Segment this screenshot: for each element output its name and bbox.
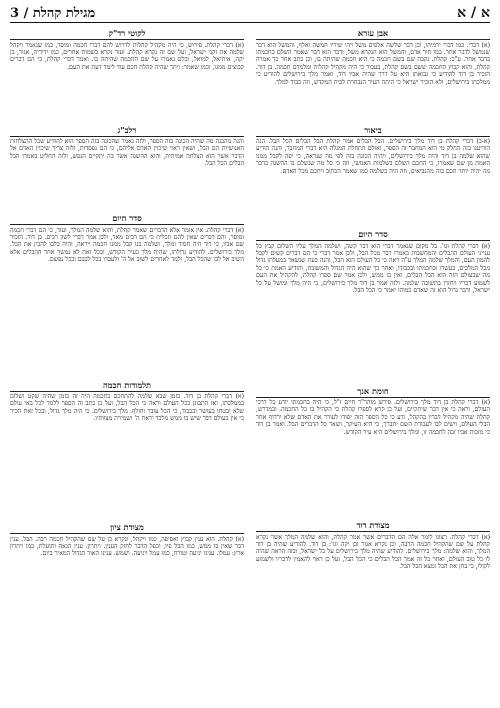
section-title: לקוטי רד"ק bbox=[10, 28, 244, 40]
section-text: (א) דברי קהלת. רצונו לומר אלה הם הדברים אשר אמר קהלת, והוא שלמה המלך אשר נקרא קהלת על שם שהקהיל חכמה הרבה, וכן נקרא אגור ובן יקה וגו': בן דוד. להודיע שהיה בן דוד המלך, והוא שלמה: מלך בירושלים. להודיע שהיה מלך בירושלים על כל ישראל, ובזה הראה שהיה לו כל טוב העולם, ואחר כל זה אמר הבל הבלים כי הכל הבל, ועל כן ראוי להאמין לדבריו ולשמוע לקולו, כי בחן את הכל ומצא הכל הבל. bbox=[256, 533, 490, 571]
page-header bbox=[10, 4, 490, 23]
commentary-likutei-radak bbox=[10, 28, 244, 122]
section-text: (א) דברי קהלת בן דוד מלך בירושלים. פירש מוהר"ר חיים ז"ל, כי היה בחכמתו יודע כל דרכי העולם, וראה כי אין דבר שיתקיים, ועל כן קרא לספרו קהלת כי הקהיל בו כל החכמה. ובמדרש, קהלת שהיה מקהיל דבריו בהקהל, ודע כי כל הספר הזה יסודו לעורר את האדם שלא ירדוף אחר הבלי העולם, וישים לבו לעבודת השם יתברך, כי היא העיקר, ושאר כל הדברים הבל. ואמר בן דוד כי מזכות אביו זכה לחכמה זו, ומלך בירושלים היא עיר הקודש. bbox=[256, 399, 490, 436]
section-title: מצודת ציון bbox=[10, 522, 244, 534]
left-commentary-column bbox=[10, 28, 244, 689]
section-text: (א) דברי קהלת. פירוש, כי היה מקהיל קהלות לדרוש להם דברי חכמה ומוסר, כמו שנאמר ויקהל שלמה את זקני ישראל, ועל שם זה נקרא קהלת. ועוד נקרא בשמות אחרים, כמו ידידיה, אגור, בן יקה, איתיאל, למואל, וכלם נאמרו על שם החכמה שהיתה בו. ואמר דברי קהלת, כי הם דברים קבוצים ממנו, וכמו שאמר: ויתר שהיה קהלת חכם עוד לימד דעת את העם. bbox=[10, 41, 244, 71]
header-chapter-letters: א / א bbox=[457, 4, 490, 21]
section-title: תלמודות חכמה bbox=[10, 380, 244, 392]
commentary-chomat-anach bbox=[256, 386, 490, 518]
section-text: (א-ב) דברי קהלת בן דוד מלך בירושלים. הבל הבלים אמר קהלת הבל הבלים הכל הבל. הנה הודיענו בזה החלק מי הוא המחבר זה הספר, ואולם התחלת המגלה היא דברי המחבר, והנה הודיע שהוא שלמה בן דוד והיה מלך בירושלים, ויהיה הכונה בזה לפי מה שנראה, כי יפה לקבל ממנו האמת מן שם שאמרו, כי החכם השלם בשלמות האנושי, וזה כי כל מה שנשלם בו ההשגה בדבר מה יהיה יותר חכם בזה מהנביאים, וזה היה בשלמה כמו שאמר הכתוב ויחכם מכל האדם. bbox=[256, 138, 490, 175]
section-title: אבן עזרא bbox=[256, 28, 490, 40]
commentary-metzudat-tzion bbox=[10, 522, 244, 686]
commentary-ibn-ezra bbox=[256, 28, 490, 122]
section-text: (א) דברי קהלת וגו'. כל מקום שנאמר דברי הוא דבר קשה, ושלמה המלך עליו השלום קבץ כל ענייני העולם ההבלים והמחשבות כאמרו דבר מכל הבל, ולכן אמר דברי כי הם דברים קשים לקבל להמון העם, והמלך שלמה המלך ע"ה ראה כי כל העולם הוא הבל, והנה בעת שנשאר במעלתו גדול מכל המלכים, בעשרו ובחכמתו ובכבודו, ואחר כך שהוא היה הגדול והמשובח, והודיע האמת כי כל מה שבעולם הזה הוא הבל הבלים, ואין בו ממש, ולכן אמר שם ספרו קהלת, להקהיל את העם לשמוע דבריו ויחזרו בתשובה שלמה. ולזה אמר בן דוד מלך בירושלים, כי היה מלך ומושל על כל ישראל, ודבר גדול הוא זה שאדם כמוהו יאמר כי הכל הבל. bbox=[256, 242, 490, 294]
commentary-ralbag bbox=[10, 125, 244, 211]
section-title: מצודת דוד bbox=[256, 520, 490, 532]
section-text: (א) דברי קהלת בן דוד. בזמן שבא שלמה להתחכם בחכמה היה זה בזמן שהיה שקט ושלום בממלכתו, ואז התבונן בכל העולם וראה כי הכל הבל, ועל כן כתב זה הספר ללמד לכל באי עולם שלא יבטחו בעושר ובכבוד, כי הכל עובר וחולף. מלך בירושלים. כי היה מלך גדול, ובכל זאת הכיר כי אין בעולם דבר שיש בו ממש מלבד יראת ה' ושמירת מצוותיו. bbox=[10, 393, 244, 423]
section-text: והנה מהבנה מה שהיה הכונה בזה הספר, ולזה נאמר שהכונה בזה הספר הוא להודיע שכל ההצלחות האנושיות הם הבל, ושאין ראוי שיכוין האדם אליהם, כי הם נפסדות, ולזה צריך שיכוין האדם אל הדבר אשר הוא הצלחה אמיתית, והוא ההשגה אשר בה יתקיים הנפש, ולזה החליט באמרו הבל הבלים הכל הבל. bbox=[10, 138, 244, 168]
section-text: (א) דברי קהלת. אין אומר אלא הדברים שאמר קהלת, והוא שלמה המלך, ועוד, כי הם דברי חכמה ומוסר, והם דברים שאין להם תכלית כי הם רבים מאד, ולכן אמר דברי לשון רבים. בן דוד. הזכיר שם אביו, כי דוד היה חסיד ומלך, ושלמה בנו קבל ממנו חכמה ויראה, והיה בלבו להבין את הכל. מלך בירושלים. להודיע גדולתו, שהיה מלך בעיר הקודש, ובכל זאת לא נמשך אחר ההבלים אלא השיב אל לבו שהכל הבל, ולמד לאחרים לשוב אל ה' ולעבדו בכל לבבם ובכל נפשם. bbox=[10, 226, 244, 264]
commentary-metzudat-david bbox=[256, 520, 490, 694]
commentary-talmudot-chochma bbox=[10, 380, 244, 520]
right-commentary-column bbox=[256, 28, 490, 697]
section-title: חומת אנך bbox=[256, 386, 490, 398]
section-title: ביאור bbox=[256, 125, 490, 137]
header-book-title: מגילת קהלת / 3 bbox=[10, 6, 96, 21]
section-title: סדר היום bbox=[256, 229, 490, 241]
section-text: (א) דברי. כמו דברי ירמיהו, וכן דבר שלשה אלפים משל ויהי שיריו חמשה ואלף, והמשל הוא דבר שנמשל לדבר אחר. כמו חור אדם, והמשל הוא הנקרא משל, ודבר הוא דבר שאמר השלם בחכמתו בדבר אחר. ע"כ: קהלת. נקבה שם בשם חכמה כי היא חכמה שהיתה בו, וכן כתב אחר כך אמרה קהלת, והוא קבוץ החכמה ששם בשם קהלת, בעבור כי היה מקהיל קהלות ומלמדם חכמה. בן דוד. הזכיר בן דוד להודיע כי נבואתו היא על דרך שהיה אביו דוד, ואמר מלך בירושלים להודיע כי ממלכתו בירושלים, ולא הזכיר ישראל כי היתה העיר הנבחרת לבית המקדש, וזה כבוד למלך. bbox=[256, 41, 490, 86]
section-text: (א) קהלת. הוא ענין קבוץ ואסיפה, כמו ויקהל, ונקרא כן על שם שהקהיל חכמה רבה. הבל. ענין דבר שאין בו ממש, כמו הבל פיו, וכפל הדבר לחזק הענין. ויתרון. ענין הנאה ותועלת, כמו ויתרון ארץ: עמלו. ענינו יגיעה וטורח, כמו עמל ויגיעה. ושמש. ענינו האור הגדול המאיר ביום. bbox=[10, 535, 244, 558]
section-title: רלב"ג bbox=[10, 125, 244, 137]
commentary-seder-hayom bbox=[256, 229, 490, 383]
commentary-seder-hayom-left bbox=[10, 213, 244, 377]
commentary-biur bbox=[256, 125, 490, 227]
section-title: סדר היום bbox=[10, 213, 244, 225]
